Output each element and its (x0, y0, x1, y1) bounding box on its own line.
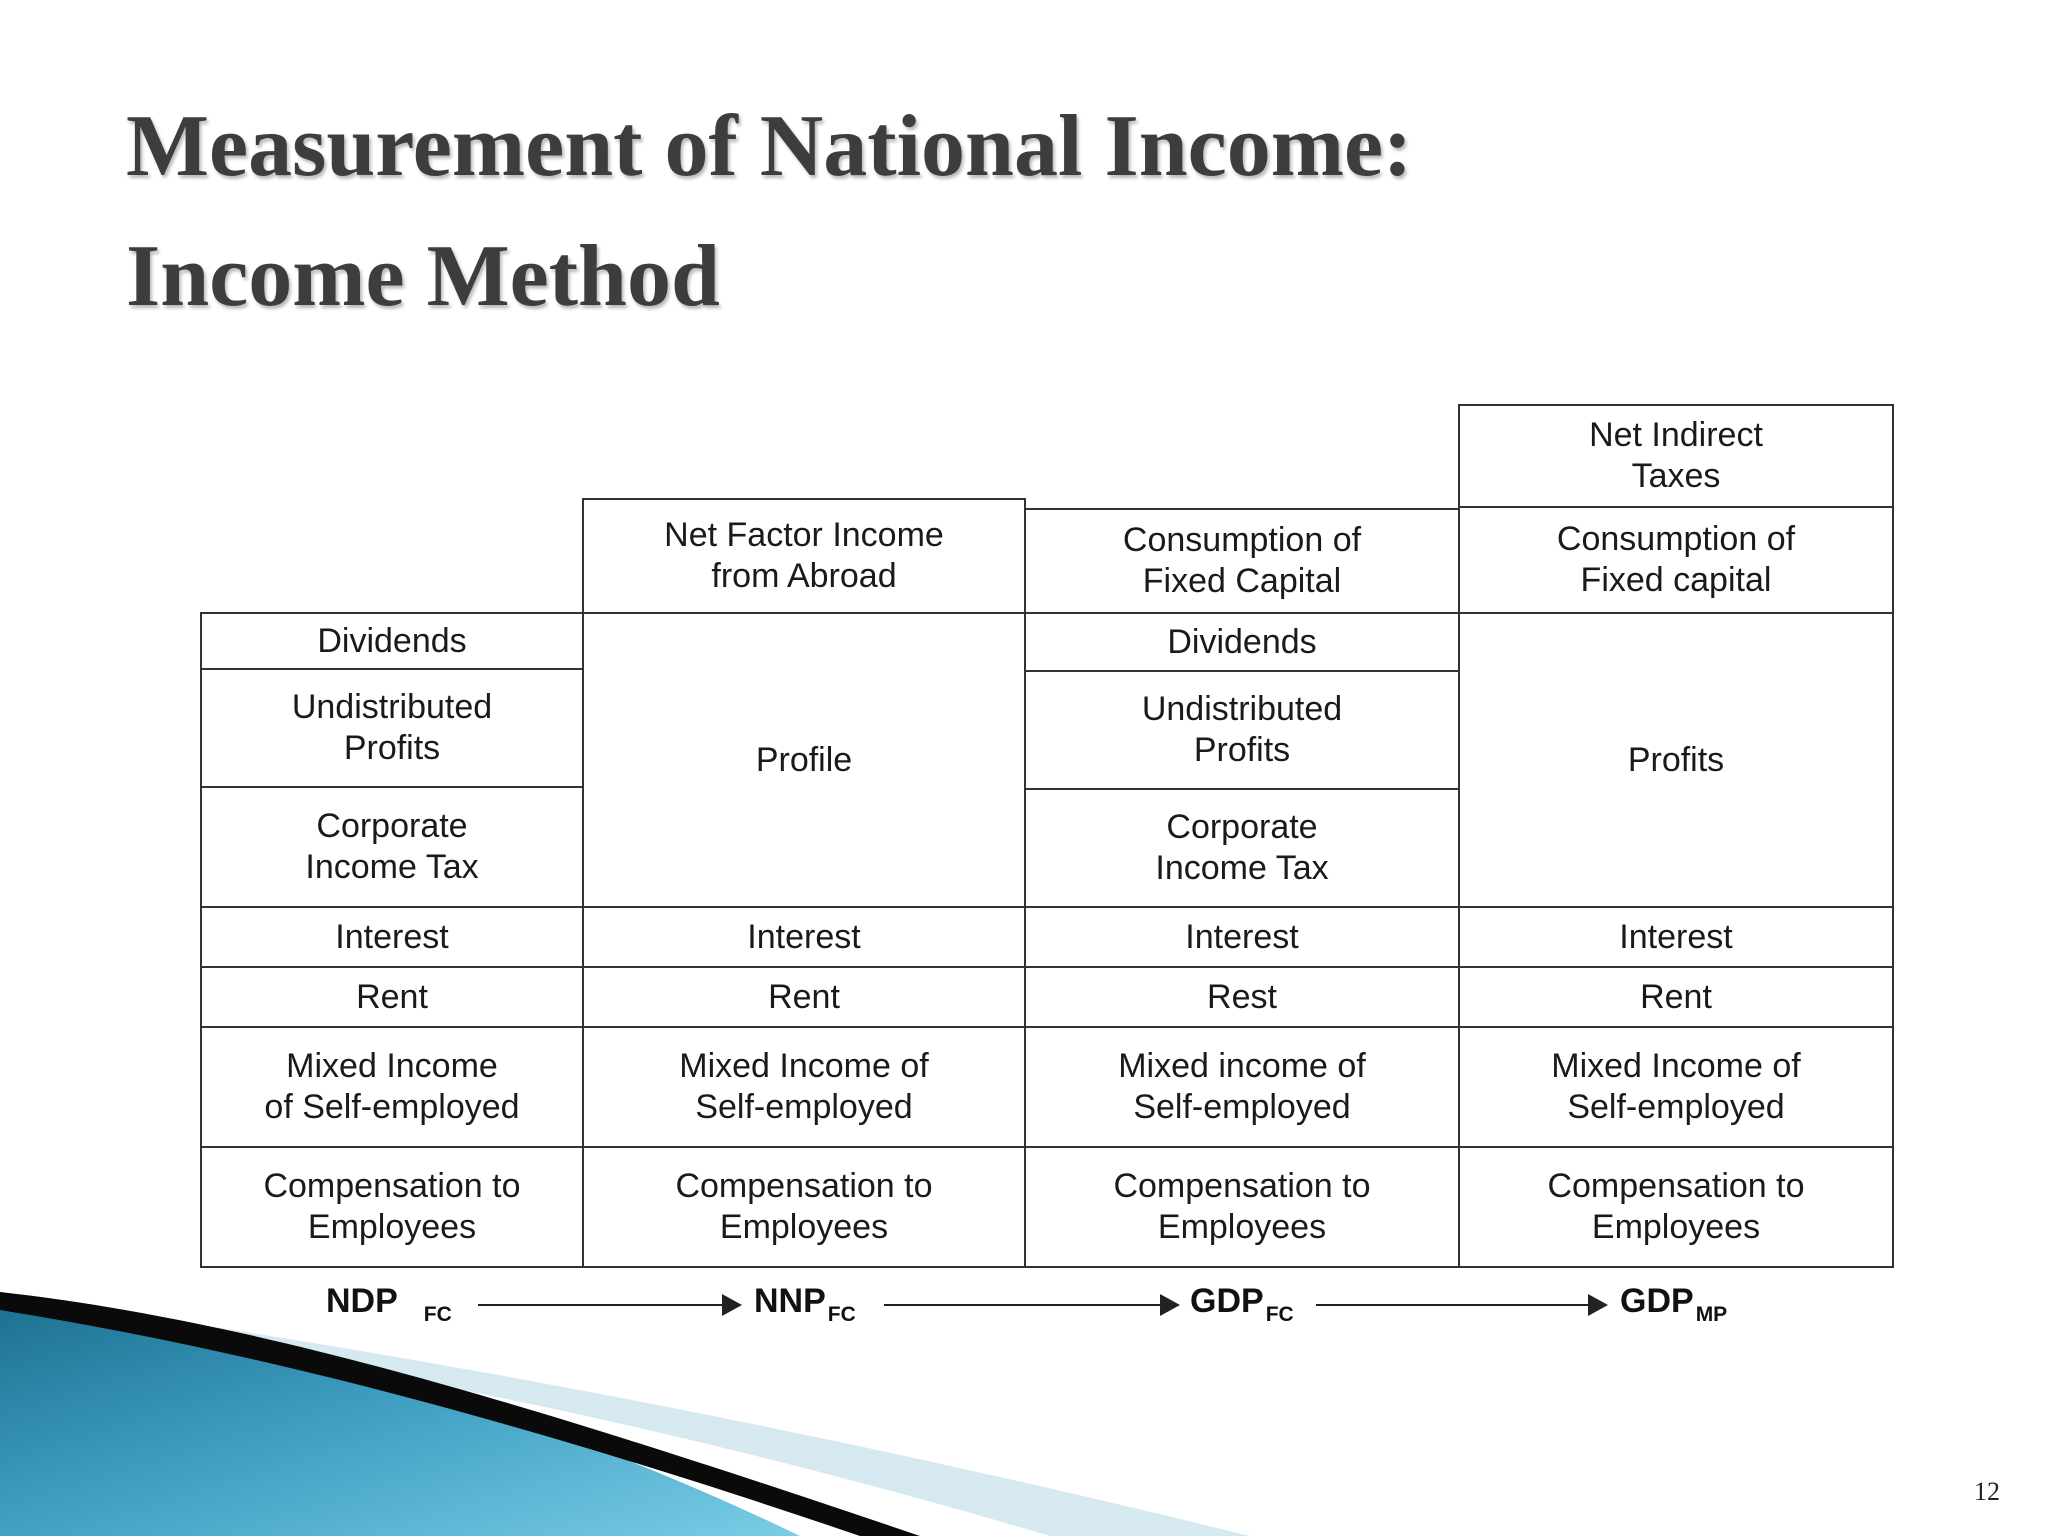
col4-consumption-fixed-capital: Consumption of Fixed capital (1458, 506, 1894, 614)
flow-label-ndp-fc: NDP $_{FC}$ (326, 1282, 452, 1326)
col3-compensation: Compensation to Employees (1024, 1146, 1460, 1268)
col2-net-factor-income: Net Factor Income from Abroad (582, 498, 1026, 614)
col1-dividends: Dividends (200, 612, 584, 670)
col2-profile: Profile (582, 612, 1026, 908)
col3-undistributed-profits: Undistributed Profits (1024, 670, 1460, 790)
col3-interest: Interest (1024, 906, 1460, 968)
col1-mixed-income: Mixed Income of Self-employed (200, 1026, 584, 1148)
flow-label-gdp-mp: $GDP_{MP}$ (1620, 1282, 1728, 1326)
flow-label-nnp-fc: $NNP_{FC}$ (754, 1282, 856, 1326)
col2-interest: Interest (582, 906, 1026, 968)
flow-arrow-2 (884, 1292, 1180, 1318)
slide-title-line-1: Measurement of National Income: (126, 98, 1413, 195)
col3-mixed-income: Mixed income of Self-employed (1024, 1026, 1460, 1148)
col2-mixed-income: Mixed Income of Self-employed (582, 1026, 1026, 1148)
col1-undistributed-profits: Undistributed Profits (200, 668, 584, 788)
col4-mixed-income: Mixed Income of Self-employed (1458, 1026, 1894, 1148)
slide-title-line-2: Income Method (126, 228, 720, 325)
col4-interest: Interest (1458, 906, 1894, 968)
flow-arrow-3 (1316, 1292, 1608, 1318)
col3-consumption-fixed-capital: Consumption of Fixed Capital (1024, 508, 1460, 614)
col1-compensation: Compensation to Employees (200, 1146, 584, 1268)
slide-title (126, 82, 1826, 342)
col4-profits: Profits (1458, 612, 1894, 908)
col2-rent: Rent (582, 966, 1026, 1028)
flow-arrow-1 (478, 1292, 742, 1318)
flow-label-gdp-fc: $GDP_{FC}$ (1190, 1282, 1294, 1326)
col4-rent: Rent (1458, 966, 1894, 1028)
col3-corporate-income-tax: Corporate Income Tax (1024, 788, 1460, 908)
col3-dividends: Dividends (1024, 612, 1460, 672)
col1-rent: Rent (200, 966, 584, 1028)
page-number: 12 (1974, 1477, 2000, 1506)
col1-interest: Interest (200, 906, 584, 968)
col1-corporate-income-tax: Corporate Income Tax (200, 786, 584, 908)
col2-compensation: Compensation to Employees (582, 1146, 1026, 1268)
col4-net-indirect-taxes: Net Indirect Taxes (1458, 404, 1894, 508)
col3-rest: Rest (1024, 966, 1460, 1028)
col4-compensation: Compensation to Employees (1458, 1146, 1894, 1268)
